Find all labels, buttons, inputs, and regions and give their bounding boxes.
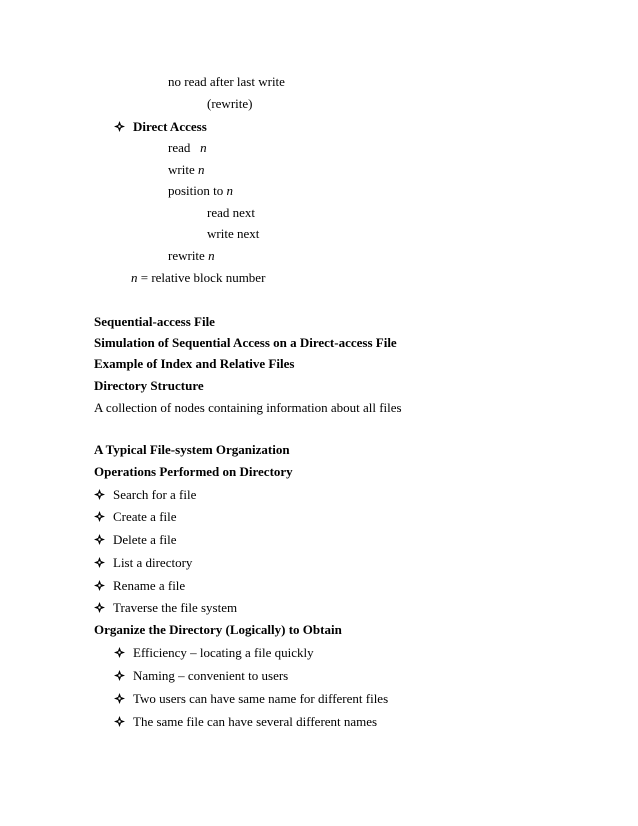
list-item: Rename a file bbox=[94, 578, 185, 594]
organize-heading: Organize the Directory (Logically) to Obtain bbox=[94, 622, 342, 637]
no-read-after-write-text: no read after last write bbox=[168, 74, 285, 89]
rewrite-paren-text: (rewrite) bbox=[207, 96, 253, 111]
diamond-bullet-icon bbox=[114, 716, 125, 727]
list-item: Two users can have same name for different files bbox=[114, 691, 388, 707]
diamond-bullet-icon bbox=[94, 534, 105, 545]
diamond-bullet-icon bbox=[114, 693, 125, 704]
diamond-bullet-icon bbox=[114, 647, 125, 658]
list-item: Naming – convenient to users bbox=[114, 668, 288, 684]
list-item: Delete a file bbox=[94, 532, 177, 548]
diamond-bullet-icon bbox=[94, 602, 105, 613]
rewrite-n-line: rewrite n bbox=[168, 248, 215, 263]
directory-description: A collection of nodes containing information about all files bbox=[94, 400, 402, 415]
diamond-bullet-icon bbox=[114, 670, 125, 681]
diamond-bullet-icon bbox=[94, 489, 105, 500]
write-next-line: write next bbox=[207, 226, 260, 241]
diamond-bullet-icon bbox=[94, 511, 105, 522]
typical-fs-heading: A Typical File-system Organization bbox=[94, 442, 290, 457]
list-item: Efficiency – locating a file quickly bbox=[114, 645, 314, 661]
relative-block-line: n = relative block number bbox=[131, 270, 266, 285]
list-item: The same file can have several different names bbox=[114, 714, 377, 730]
list-item: Search for a file bbox=[94, 487, 196, 503]
directory-structure-heading: Directory Structure bbox=[94, 378, 204, 393]
sequential-access-heading: Sequential-access File bbox=[94, 314, 215, 329]
example-index-heading: Example of Index and Relative Files bbox=[94, 356, 295, 371]
read-n-line: read n bbox=[168, 140, 207, 155]
write-n-line: write n bbox=[168, 162, 205, 177]
simulation-heading: Simulation of Sequential Access on a Direct-access File bbox=[94, 335, 397, 350]
direct-access-heading: Direct Access bbox=[114, 119, 207, 135]
diamond-bullet-icon bbox=[114, 121, 125, 132]
diamond-bullet-icon bbox=[94, 580, 105, 591]
operations-heading: Operations Performed on Directory bbox=[94, 464, 293, 479]
diamond-bullet-icon bbox=[94, 557, 105, 568]
read-next-line: read next bbox=[207, 205, 256, 220]
list-item: Traverse the file system bbox=[94, 600, 237, 616]
list-item: List a directory bbox=[94, 555, 192, 571]
list-item: Create a file bbox=[94, 509, 177, 525]
position-to-n-line: position to n bbox=[168, 183, 234, 198]
